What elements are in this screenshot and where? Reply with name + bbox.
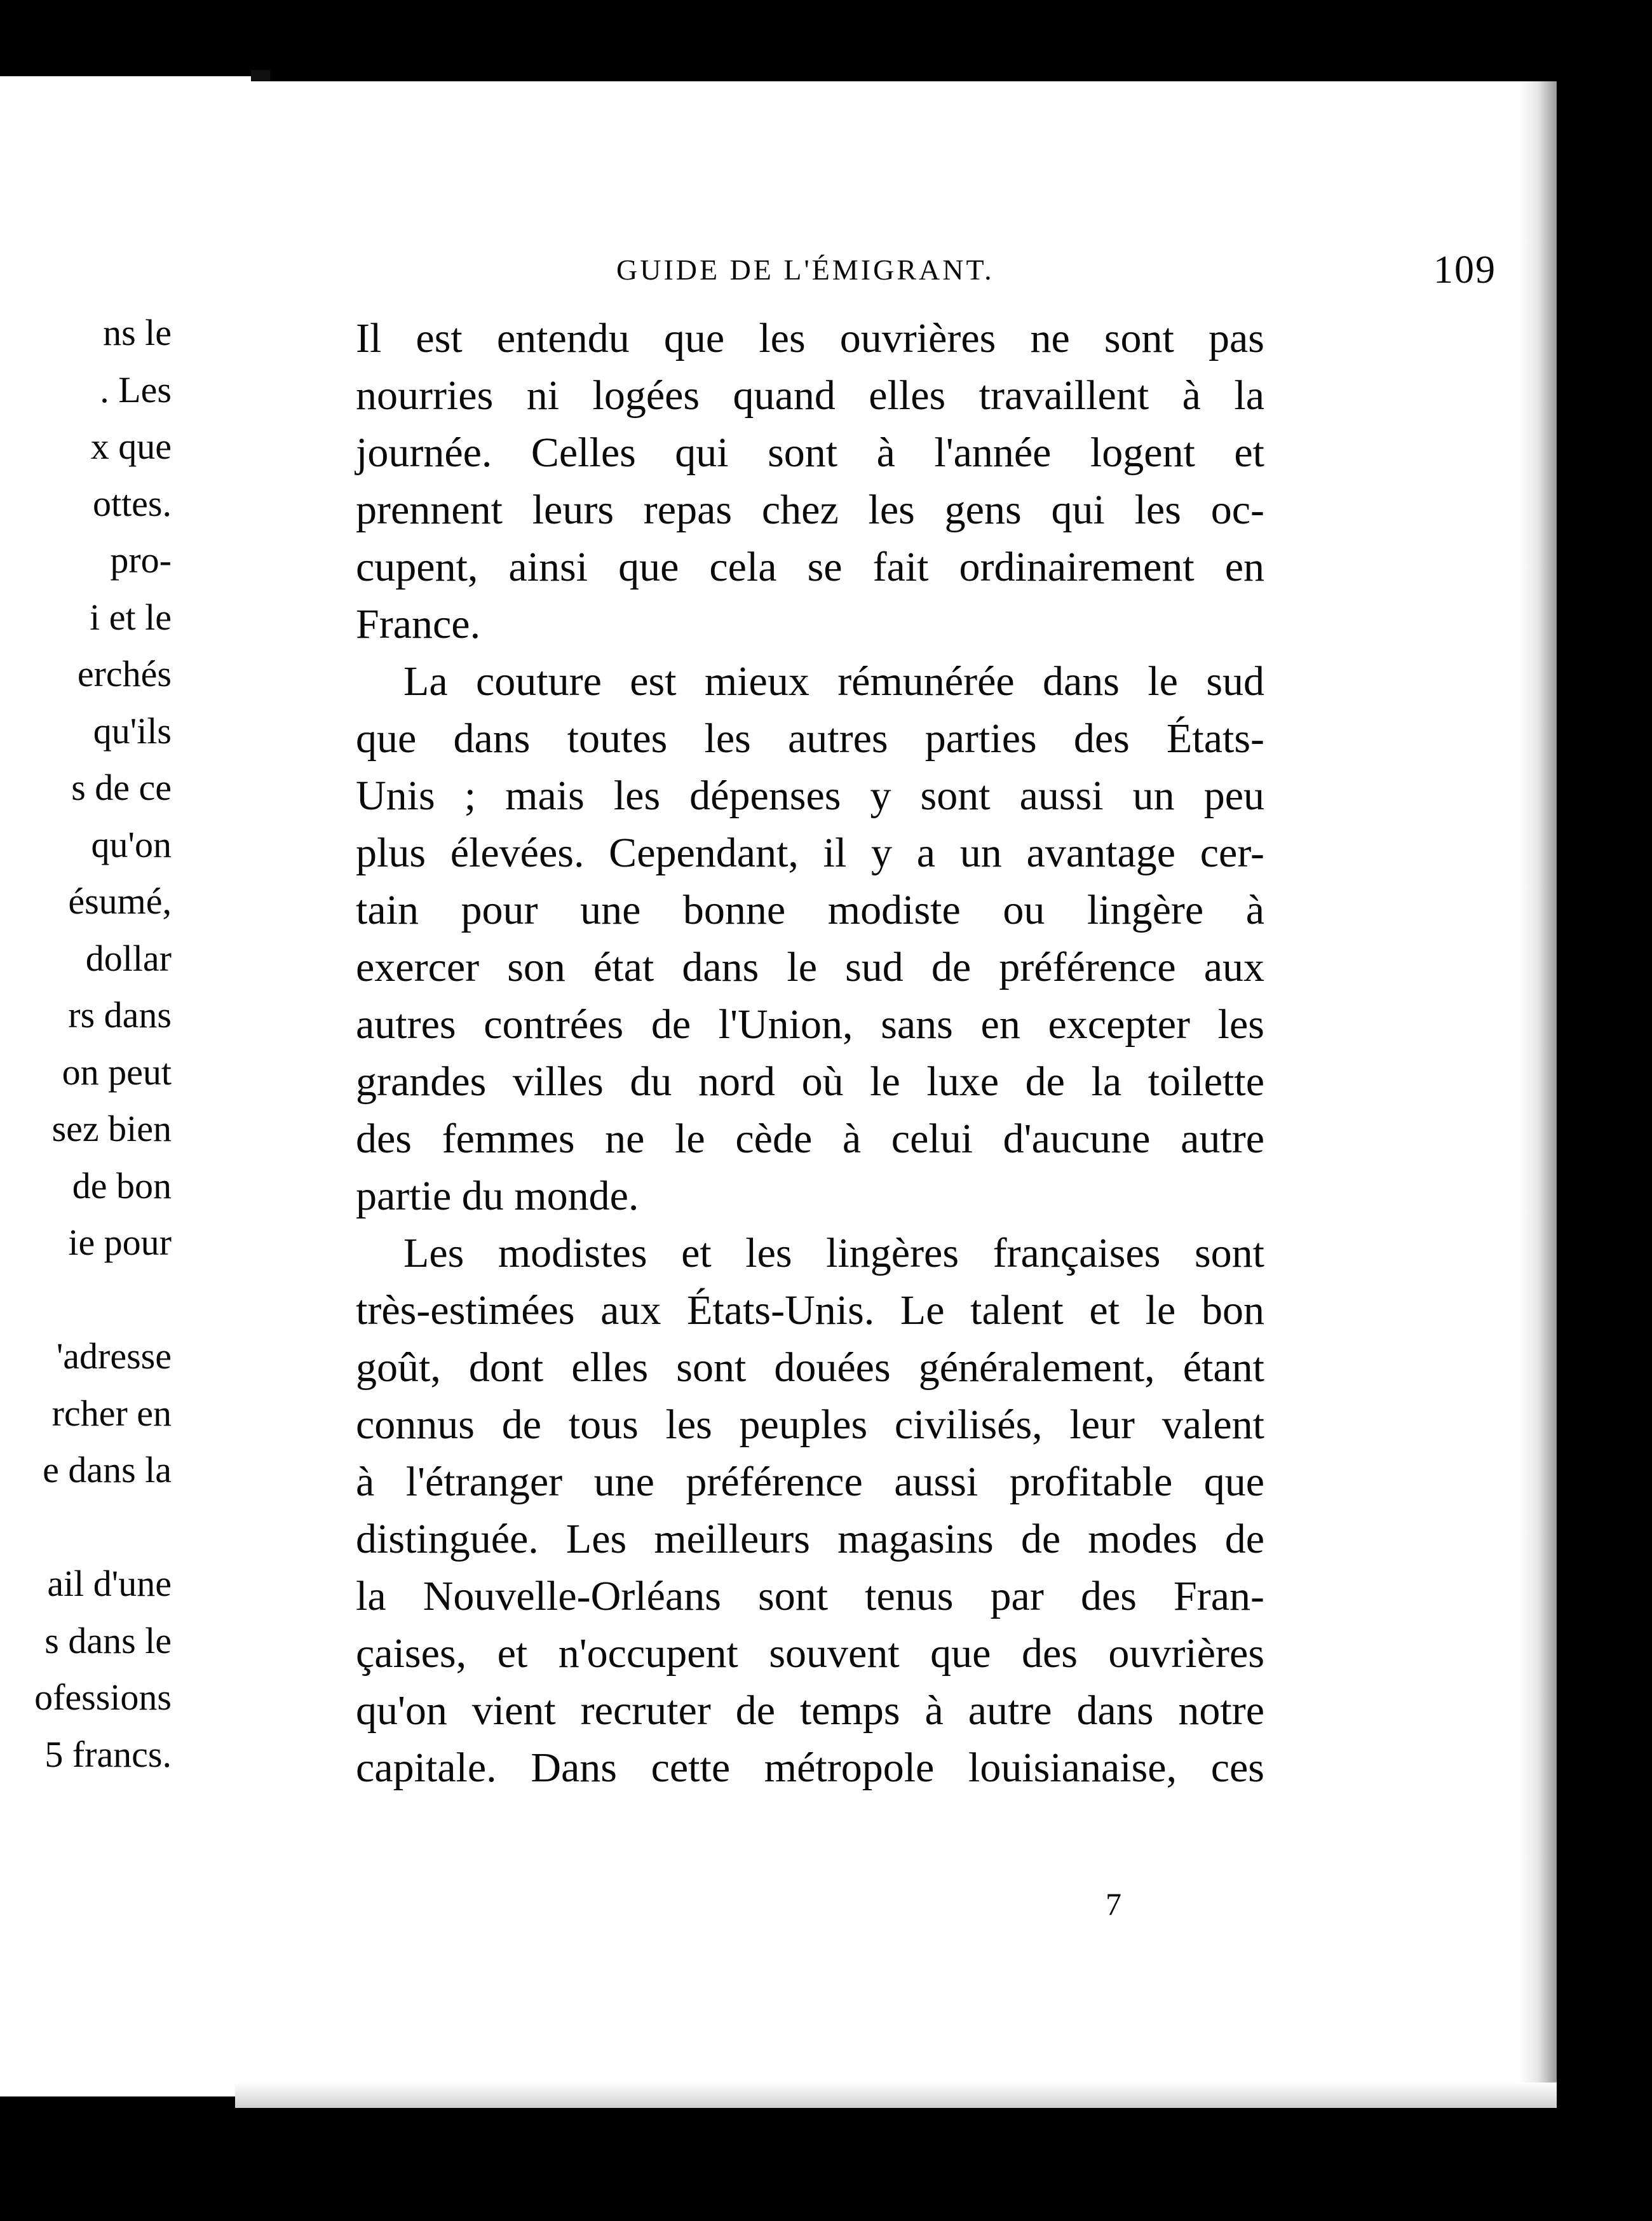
left-page-line: qu'on — [91, 823, 172, 865]
page-number: 109 — [1433, 248, 1496, 292]
page-edge-shadow — [1519, 81, 1557, 2108]
text-line: partie du monde. — [356, 1173, 639, 1219]
text-line: Les modistes et les lingères françaises sont — [403, 1230, 1264, 1276]
left-page-line: ie pour — [68, 1222, 172, 1263]
text-line: autres contrées de l'Union, sans en excepter les — [356, 1001, 1264, 1048]
left-page-line: e dans la — [43, 1449, 172, 1490]
text-line: plus élevées. Cependant, il y a un avantage cer- — [356, 830, 1264, 876]
text-line: çaises, et n'occupent souvent que des ouvrières — [356, 1630, 1264, 1677]
left-page-line: sez bien — [51, 1108, 172, 1149]
text-line: La couture est mieux rémunérée dans le sud — [403, 658, 1264, 705]
signature-mark: 7 — [1106, 1886, 1121, 1922]
left-page-line: de bon — [72, 1165, 172, 1206]
text-line: que dans toutes les autres parties des États- — [356, 715, 1264, 762]
left-page-line: x que — [90, 426, 172, 467]
text-line: qu'on vient recruter de temps à autre dans notre — [356, 1687, 1264, 1734]
left-page-line: 5 francs. — [44, 1733, 172, 1775]
left-page-line: rs dans — [68, 994, 172, 1036]
text-line: exercer son état dans le sud de préférence aux — [356, 944, 1264, 990]
text-line: prennent leurs repas chez les gens qui les oc- — [356, 487, 1264, 533]
left-page-line: ail d'une — [47, 1563, 172, 1604]
text-line: Il est entendu que les ouvrières ne sont pas — [356, 315, 1264, 361]
left-page-line: ottes. — [92, 482, 172, 524]
page-header — [359, 248, 1496, 292]
text-line: tain pour une bonne modiste ou lingère à — [356, 887, 1264, 933]
text-line: la Nouvelle-Orléans sont tenus par des Fran- — [356, 1573, 1264, 1619]
left-page-line: dollar — [85, 937, 172, 979]
body-text — [356, 310, 1264, 1797]
main-page — [235, 81, 1557, 2108]
left-page-line: pro- — [110, 539, 172, 581]
text-line: France. — [356, 601, 481, 647]
left-page-line: erchés — [77, 653, 172, 694]
text-line: des femmes ne le cède à celui d'aucune autre — [356, 1116, 1264, 1162]
text-line: à l'étranger une préférence aussi profitable que — [356, 1459, 1264, 1505]
text-line: nourries ni logées quand elles travaillent à la — [356, 372, 1264, 419]
left-page-line: ofessions — [34, 1677, 172, 1718]
page-bottom-shadow — [235, 2083, 1557, 2108]
text-line: distinguée. Les meilleurs magasins de modes de — [356, 1516, 1264, 1562]
left-page-line: s dans le — [44, 1619, 172, 1661]
left-page-line: ésumé, — [68, 881, 172, 922]
text-line: journée. Celles qui sont à l'année logent et — [356, 429, 1264, 476]
left-page-line: . Les — [100, 368, 172, 410]
text-line: capitale. Dans cette métropole louisianaise, ces — [356, 1745, 1264, 1791]
text-line: goût, dont elles sont douées généralement, étant — [356, 1344, 1264, 1391]
left-page-line: qu'ils — [93, 710, 172, 752]
running-head: GUIDE DE L'ÉMIGRANT. — [616, 253, 994, 286]
text-line: connus de tous les peuples civilisés, leur valent — [356, 1401, 1264, 1448]
left-page-line: on peut — [62, 1051, 172, 1093]
text-line: très-estimées aux États-Unis. Le talent et le bon — [356, 1287, 1264, 1333]
left-page-line: s de ce — [71, 767, 172, 808]
left-page-fragment — [0, 76, 260, 2096]
left-page-line: rcher en — [51, 1392, 172, 1434]
left-page-line: ns le — [103, 312, 172, 353]
text-line: cupent, ainsi que cela se fait ordinairement en — [356, 544, 1264, 590]
left-page-line: i et le — [90, 596, 172, 638]
left-page-line: 'adresse — [56, 1335, 172, 1377]
text-line: Unis ; mais les dépenses y sont aussi un peu — [356, 773, 1264, 819]
text-line: grandes villes du nord où le luxe de la toilette — [356, 1058, 1264, 1105]
